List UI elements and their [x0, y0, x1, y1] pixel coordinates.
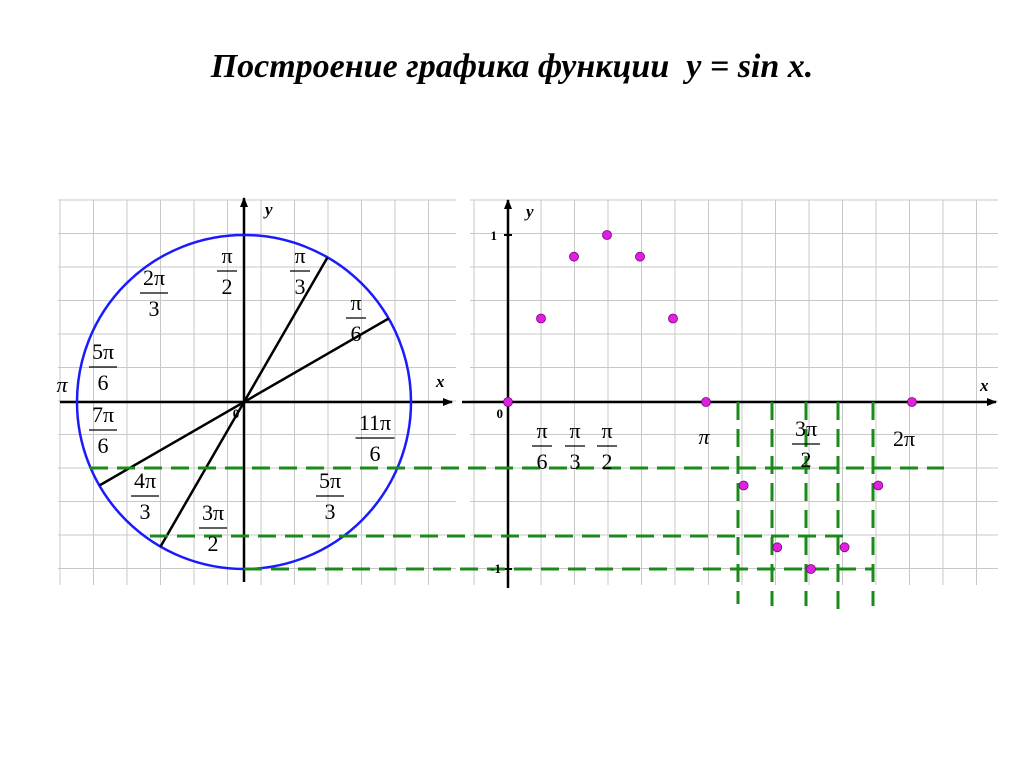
title-formula: y = sin x.	[686, 48, 814, 85]
angle-label-4-numerator: π	[350, 290, 362, 315]
data-point-2	[570, 252, 579, 261]
circle-y-label: y	[265, 200, 273, 219]
graph-x-label-pi-3	[565, 418, 585, 474]
graph-x-label-3pi-2-denominator: 2	[800, 447, 812, 472]
angle-label-7-numerator: 11π	[358, 410, 392, 435]
graph-x-label-2pi: 2π	[892, 426, 916, 451]
graph-x-label-3pi-2	[792, 416, 820, 472]
circle-x-label: x	[436, 372, 445, 391]
angle-label-1-denominator: 2	[221, 274, 233, 299]
angle-label-9-numerator: 5π	[318, 468, 342, 493]
title-text: Построение графика функции	[210, 48, 670, 85]
graph-tick-zero: 0	[496, 406, 503, 421]
graph-grid	[470, 200, 998, 585]
angle-label-1	[217, 243, 237, 299]
data-point-3	[603, 231, 612, 240]
angle-label-9	[316, 468, 344, 524]
graph-x-label-pi-2-denominator: 2	[601, 449, 613, 474]
data-point-12	[907, 398, 916, 407]
data-point-1	[537, 314, 546, 323]
angle-label-10-numerator: 3π	[201, 500, 225, 525]
angle-label-8	[131, 468, 159, 524]
data-point-6	[702, 398, 711, 407]
angle-label-3-denominator: 3	[148, 296, 160, 321]
angle-label-5-denominator: 6	[97, 370, 109, 395]
angle-label-6-numerator: 7π	[91, 402, 115, 427]
data-point-9	[806, 565, 815, 574]
angle-label-5-numerator: 5π	[91, 339, 115, 364]
graph-x-label-pi-6-denominator: 6	[536, 449, 548, 474]
circle-pi-label: π	[56, 372, 68, 397]
angle-label-8-denominator: 3	[139, 499, 151, 524]
angle-label-3-numerator: 2π	[142, 265, 166, 290]
graph-x-label-pi-6	[532, 418, 552, 474]
angle-label-7-denominator: 6	[369, 441, 381, 466]
graph-x-label-pi-2	[597, 418, 617, 474]
graph-tick-minus-one: -1	[490, 561, 501, 576]
graph-x-label-3pi-2-numerator: 3π	[794, 416, 818, 441]
angle-label-9-denominator: 3	[324, 499, 336, 524]
data-point-8	[773, 543, 782, 552]
graph-y-label: y	[526, 202, 534, 221]
angle-label-10-denominator: 2	[207, 531, 219, 556]
angle-label-2-denominator: 3	[294, 274, 306, 299]
angle-label-8-numerator: 4π	[133, 468, 157, 493]
angle-label-3	[140, 265, 168, 321]
unit-circle-grid	[58, 200, 456, 585]
circle-origin-label: 0	[232, 406, 240, 421]
graph-x-label-pi-2-numerator: π	[601, 418, 613, 443]
graph-tick-one: 1	[490, 228, 497, 243]
angle-label-1-numerator: π	[221, 243, 233, 268]
data-point-0	[504, 398, 513, 407]
data-point-7	[739, 481, 748, 490]
graph-x-label-pi-6-numerator: π	[536, 418, 548, 443]
angle-label-2-numerator: π	[294, 243, 306, 268]
data-point-10	[840, 543, 849, 552]
graph-x-label-pi-3-numerator: π	[569, 418, 581, 443]
data-point-5	[669, 314, 678, 323]
graph-x-label: x	[980, 376, 989, 395]
angle-label-10	[199, 500, 227, 556]
angle-label-4-denominator: 6	[350, 321, 362, 346]
graph-x-label-pi: π	[698, 424, 710, 449]
angle-label-6-denominator: 6	[97, 433, 109, 458]
data-point-11	[874, 481, 883, 490]
graph-x-label-pi-3-denominator: 3	[569, 449, 581, 474]
data-point-4	[636, 252, 645, 261]
angle-label-4	[346, 290, 366, 346]
